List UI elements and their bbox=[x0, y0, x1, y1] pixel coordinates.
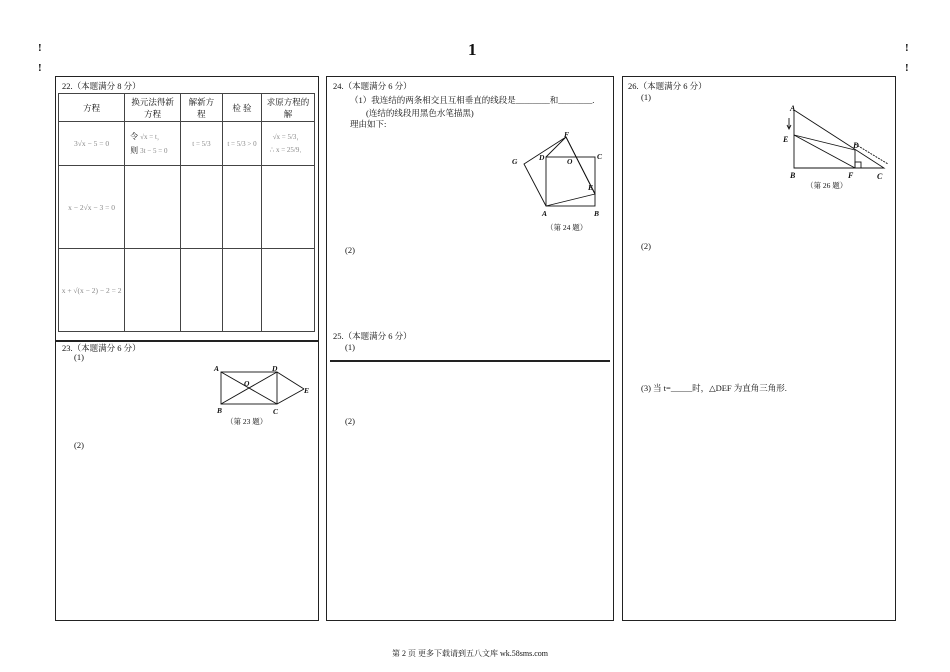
q22-row1-sub-b: 则 bbox=[130, 145, 141, 155]
margin-mark-left-top: ! bbox=[38, 42, 42, 54]
q22-title: 22.（本题满分 8 分） bbox=[62, 81, 141, 91]
q26-label-c: C bbox=[877, 172, 883, 181]
q25-part1: (1) bbox=[345, 342, 355, 352]
q22-row2-cell[interactable] bbox=[181, 166, 223, 249]
q22-row2-cell[interactable] bbox=[222, 166, 261, 249]
q24-label-e: E bbox=[588, 183, 594, 192]
q26-part2: (2) bbox=[641, 241, 651, 251]
q23-label-a: A bbox=[214, 364, 220, 373]
q24-figure bbox=[508, 128, 614, 220]
q26-caption: （第 26 题） bbox=[806, 181, 848, 190]
q22-row3-cell[interactable] bbox=[262, 249, 315, 332]
q24-label-a: A bbox=[542, 209, 548, 218]
margin-mark-right-top: ! bbox=[905, 42, 909, 54]
margin-mark-right-bottom: ! bbox=[905, 62, 909, 74]
q26-label-b: B bbox=[790, 171, 796, 180]
q26-label-d: D bbox=[853, 141, 859, 150]
q24-label-g: G bbox=[512, 157, 518, 166]
q22-row1-solve: t = 5/3 bbox=[181, 122, 223, 166]
q23-part1: (1) bbox=[74, 352, 84, 362]
q24-label-b: B bbox=[594, 209, 600, 218]
q23-label-c: C bbox=[273, 407, 279, 416]
q22-row3-cell[interactable] bbox=[222, 249, 261, 332]
q22-row1-sub-b-math: 3t − 5 = 0 bbox=[140, 146, 168, 155]
q22-row2-cell[interactable] bbox=[262, 166, 315, 249]
q25-divider bbox=[330, 360, 610, 362]
q24-caption: （第 24 题） bbox=[546, 223, 588, 232]
q23-part2: (2) bbox=[74, 440, 84, 450]
q24-label-f: F bbox=[564, 130, 570, 139]
q24-label-c: C bbox=[597, 152, 603, 161]
q22-header-equation: 方程 bbox=[59, 94, 125, 122]
q22-row1-sub-a: 令 bbox=[130, 131, 141, 141]
q25-title: 25.（本题满分 6 分） bbox=[333, 331, 412, 341]
q22-row1-answer-line1: √x = 5/3， bbox=[272, 132, 304, 141]
q26-figure bbox=[780, 100, 890, 184]
q22-table bbox=[58, 93, 315, 332]
q24-label-o: O bbox=[567, 157, 573, 166]
q26-label-a: A bbox=[790, 104, 796, 113]
q22-header-answer: 求原方程的解 bbox=[262, 94, 315, 122]
q23-label-d: D bbox=[272, 364, 278, 373]
q22-row1-equation: 3√x − 5 = 0 bbox=[59, 122, 125, 166]
q24-question-line: （1）我连结的两条相交且互相垂直的线段是________和________. bbox=[350, 95, 595, 105]
q26-label-e: E bbox=[783, 135, 789, 144]
q23-title: 23.（本题满分 6 分） bbox=[62, 343, 141, 353]
q26-label-f: F bbox=[848, 171, 854, 180]
q23-caption: （第 23 题） bbox=[226, 417, 268, 426]
q26-part1: (1) bbox=[641, 92, 651, 102]
q22-row1-substitution bbox=[125, 122, 181, 166]
q26-title: 26.（本题满分 6 分） bbox=[628, 81, 707, 91]
q22-header-check: 检 验 bbox=[222, 94, 261, 122]
q23-label-e: E bbox=[304, 386, 310, 395]
q22-row2-equation: x − 2√x − 3 = 0 bbox=[59, 166, 125, 249]
q22-row3-cell[interactable] bbox=[181, 249, 223, 332]
q22-row3-equation: x + √(x − 2) − 2 = 2 bbox=[59, 249, 125, 332]
q25-part2: (2) bbox=[345, 416, 355, 426]
q24-note: (连结的线段用黑色水笔描黑) bbox=[366, 108, 474, 118]
q22-header-new-equation: 换元法得新方程 bbox=[125, 94, 181, 122]
q26-part3: (3) 当 t=_____时，△DEF 为直角三角形. bbox=[641, 383, 787, 393]
q22-row1-sub-a-math: √x = t， bbox=[140, 132, 164, 141]
q24-reason-label: 理由如下: bbox=[350, 119, 387, 129]
q24-title: 24.（本题满分 6 分） bbox=[333, 81, 412, 91]
q22-header-solve: 解新方程 bbox=[181, 94, 223, 122]
q22-row3-cell[interactable] bbox=[125, 249, 181, 332]
q23-label-b: B bbox=[217, 406, 223, 415]
q22-row1-answer bbox=[262, 122, 315, 166]
page-number: 1 bbox=[468, 40, 477, 59]
q22-row2-cell[interactable] bbox=[125, 166, 181, 249]
margin-mark-left-bottom: ! bbox=[38, 62, 42, 74]
page-footer: 第 2 页 更多下载请到五八文库 wk.58sms.com bbox=[392, 649, 548, 658]
q22-row1-answer-line2: ∴ x = 25/9． bbox=[269, 145, 307, 154]
q24-part2: (2) bbox=[345, 245, 355, 255]
q24-label-d: D bbox=[539, 153, 545, 162]
q23-figure bbox=[212, 362, 312, 416]
q23-label-o: O bbox=[244, 379, 250, 388]
q22-row1-check: t = 5/3 > 0 bbox=[222, 122, 261, 166]
